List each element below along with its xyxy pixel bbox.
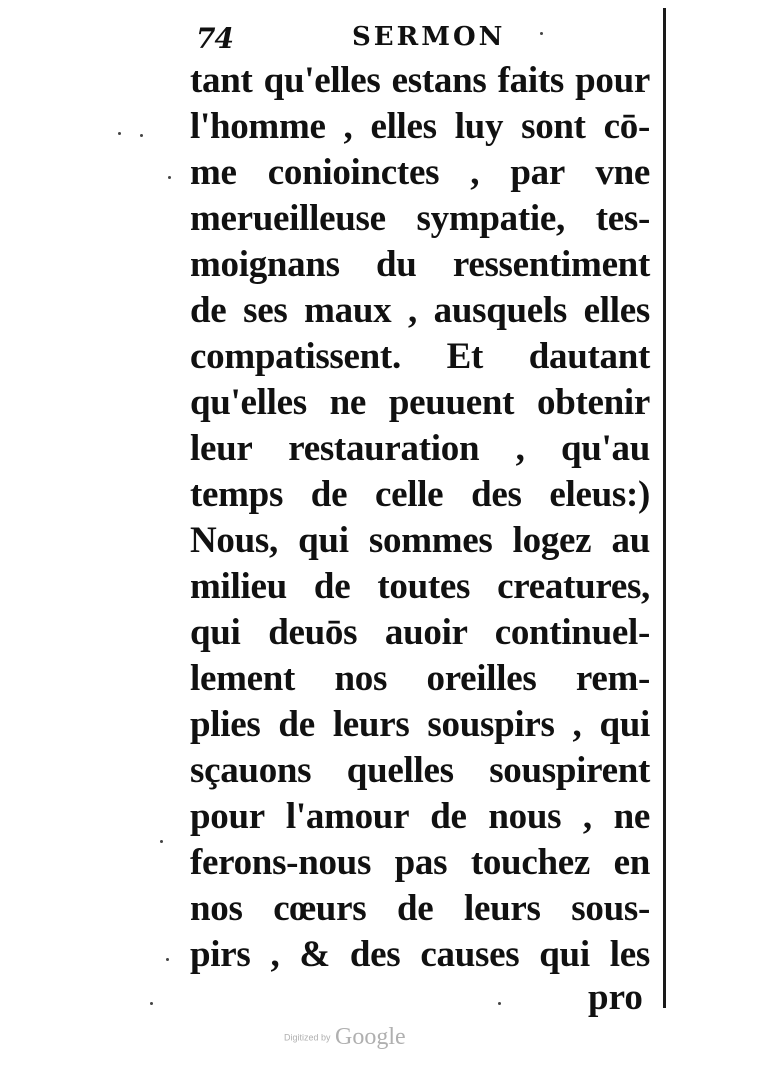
- scan-speck: [498, 1002, 501, 1005]
- text-line: l'homme , elles luy sont cō-: [190, 106, 650, 147]
- text-line: sçauons quelles souspirent: [190, 750, 650, 791]
- text-line: compatissent. Et dautant: [190, 336, 650, 377]
- text-line: nos cœurs de leurs sous-: [190, 888, 650, 929]
- scan-speck: [540, 32, 543, 35]
- text-line: merueilleuse sympatie, tes-: [190, 198, 650, 239]
- body-text: [190, 58, 650, 978]
- text-line: Nous, qui sommes logez au: [190, 520, 650, 561]
- text-line: qu'elles ne peuuent obtenir: [190, 382, 650, 423]
- text-line: pirs , & des causes qui les: [190, 934, 650, 975]
- text-line: plies de leurs souspirs , qui: [190, 704, 650, 745]
- watermark-prefix: Digitized by: [284, 1032, 331, 1043]
- scan-speck: [150, 1002, 153, 1005]
- watermark-logo: Google: [334, 1024, 406, 1050]
- text-line: de ses maux , ausquels elles: [190, 290, 650, 331]
- scan-speck: [160, 840, 163, 843]
- scan-speck: [168, 176, 171, 179]
- text-line: me conioinctes , par vne: [190, 152, 650, 193]
- text-line: tant qu'elles estans faits pour: [190, 60, 650, 101]
- text-line: pour l'amour de nous , ne: [190, 796, 650, 837]
- text-line: temps de celle des eleus:): [190, 474, 650, 515]
- page-edge-rule: [663, 8, 666, 1008]
- text-line: lement nos oreilles rem-: [190, 658, 650, 699]
- scan-speck: [166, 958, 169, 961]
- running-head: SERMON: [352, 22, 506, 52]
- scan-speck: [140, 134, 143, 137]
- page-number: 74: [196, 22, 233, 55]
- text-line: ferons-nous pas touchez en: [190, 842, 650, 883]
- text-line: leur restauration , qu'au: [190, 428, 650, 469]
- text-line: milieu de toutes creatures,: [190, 566, 650, 607]
- text-line: qui deuōs auoir continuel-: [190, 612, 650, 653]
- digitized-watermark: [284, 1024, 406, 1051]
- scan-speck: [118, 132, 121, 135]
- text-line: moignans du ressentiment: [190, 244, 650, 285]
- catchword: pro: [588, 977, 643, 1018]
